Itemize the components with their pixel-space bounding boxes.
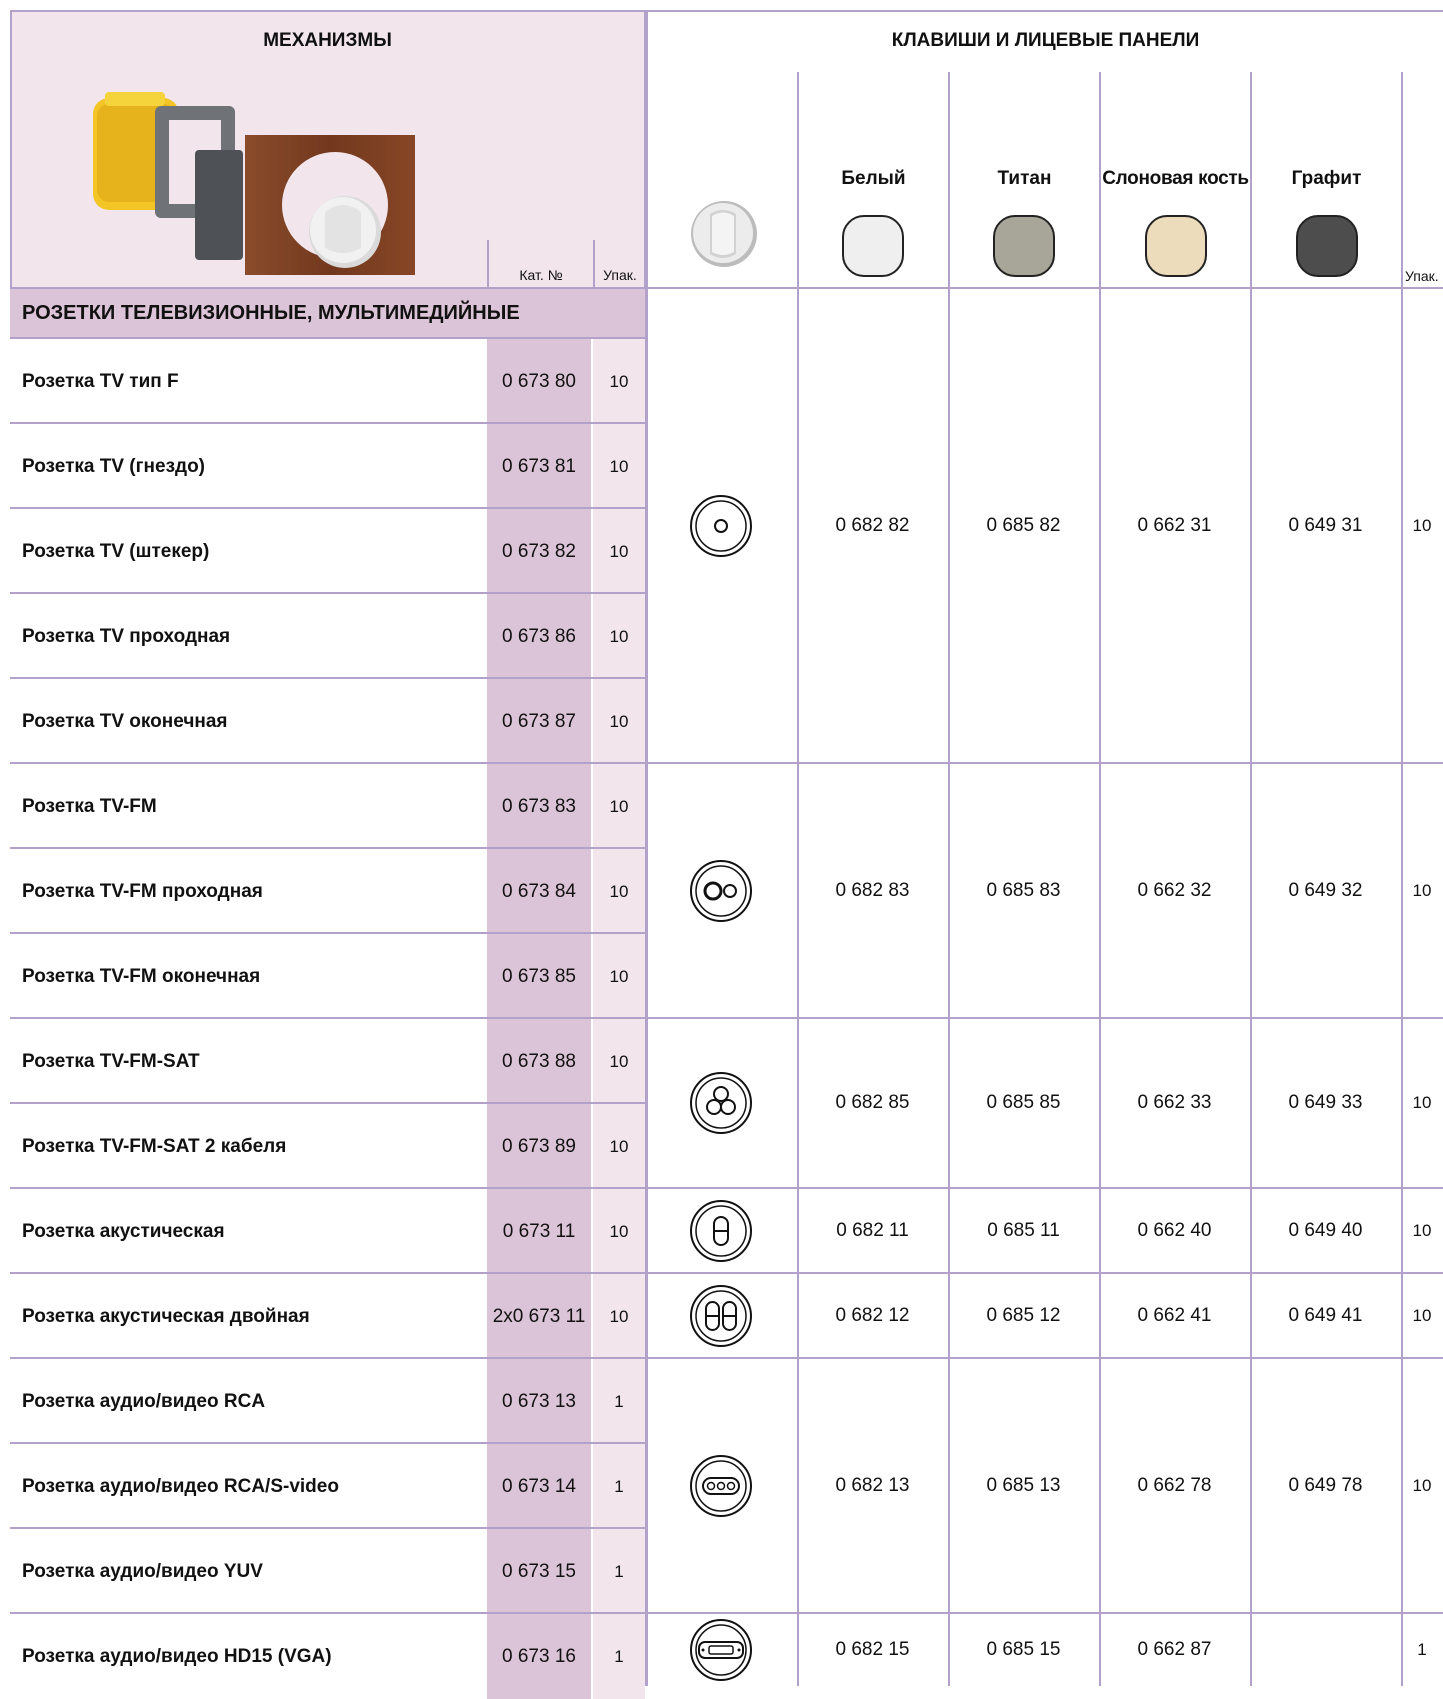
row-name: Розетка TV-FM-SAT 2 кабеля bbox=[10, 1104, 487, 1189]
table-row bbox=[10, 847, 645, 934]
panel-group bbox=[645, 1017, 1443, 1187]
table-row bbox=[10, 422, 645, 509]
tv-socket-icon bbox=[689, 494, 753, 558]
group-pack: 10 bbox=[1412, 515, 1432, 535]
row-pack: 10 bbox=[593, 934, 645, 1019]
table-row bbox=[10, 1187, 645, 1274]
group-icon-cell bbox=[645, 1019, 797, 1187]
row-cat: 0 673 82 bbox=[487, 509, 593, 594]
row-pack: 1 bbox=[593, 1614, 645, 1699]
panel-group bbox=[645, 1272, 1443, 1357]
row-cat: 0 673 81 bbox=[487, 424, 593, 509]
code-ivory: 0 662 33 bbox=[1137, 1092, 1212, 1113]
swatch-graphite bbox=[1296, 215, 1358, 277]
code-white: 0 682 12 bbox=[835, 1304, 910, 1326]
code-white: 0 682 85 bbox=[835, 1092, 910, 1113]
row-cat: 2x0 673 11 bbox=[487, 1274, 593, 1359]
row-pack: 10 bbox=[593, 424, 645, 509]
row-name: Розетка TV-FM-SAT bbox=[10, 1019, 487, 1104]
pack-header: Упак. bbox=[603, 267, 637, 283]
group-pack: 10 bbox=[1412, 1220, 1432, 1240]
body-vline-3 bbox=[1099, 287, 1101, 1686]
top-border bbox=[10, 10, 1443, 12]
row-name: Розетка TV (штекер) bbox=[10, 509, 487, 594]
group-icon-cell bbox=[645, 764, 797, 1017]
section-title-bar bbox=[10, 287, 645, 337]
row-pack: 1 bbox=[593, 1359, 645, 1444]
group-icon-cell bbox=[645, 1274, 797, 1357]
group-pack: 10 bbox=[1412, 1093, 1432, 1112]
row-name: Розетка TV-FM bbox=[10, 764, 487, 849]
row-name: Розетка аудио/видео YUV bbox=[10, 1529, 487, 1614]
table-row bbox=[10, 677, 645, 764]
table-row bbox=[10, 1272, 645, 1359]
double-speaker-socket-icon bbox=[689, 1284, 753, 1348]
swatch-ivory bbox=[1145, 215, 1207, 277]
group-icon-cell bbox=[645, 289, 797, 762]
row-pack: 10 bbox=[593, 1104, 645, 1189]
body-vline-2 bbox=[948, 287, 950, 1686]
body-vline-5 bbox=[1401, 287, 1403, 1686]
pack-right-header: Упак. bbox=[1405, 268, 1439, 284]
row-cat: 0 673 11 bbox=[487, 1189, 593, 1274]
table-row bbox=[10, 1527, 645, 1614]
code-white: 0 682 83 bbox=[835, 879, 910, 901]
table-row bbox=[10, 337, 645, 424]
tv-fm-sat-socket-icon bbox=[689, 1071, 753, 1135]
row-pack: 10 bbox=[593, 764, 645, 849]
row-cat: 0 673 85 bbox=[487, 934, 593, 1019]
code-white: 0 682 15 bbox=[835, 1639, 910, 1660]
row-pack: 1 bbox=[593, 1529, 645, 1614]
row-pack: 10 bbox=[593, 339, 645, 424]
code-titan: 0 685 15 bbox=[986, 1639, 1061, 1660]
group-icon-cell bbox=[645, 1189, 797, 1272]
row-pack: 10 bbox=[593, 679, 645, 764]
table-row bbox=[10, 1017, 645, 1104]
cat-header: Кат. № bbox=[519, 267, 563, 283]
group-pack: 1 bbox=[1417, 1640, 1427, 1659]
panel-group bbox=[645, 1187, 1443, 1272]
row-name: Розетка TV-FM оконечная bbox=[10, 934, 487, 1019]
group-pack: 10 bbox=[1412, 1305, 1432, 1325]
row-pack: 10 bbox=[593, 509, 645, 594]
row-name: Розетка аудио/видео RCA/S-video bbox=[10, 1444, 487, 1529]
row-name: Розетка TV проходная bbox=[10, 594, 487, 679]
group-icon-cell bbox=[645, 1614, 797, 1686]
row-cat: 0 673 80 bbox=[487, 339, 593, 424]
code-graphite: 0 649 40 bbox=[1288, 1219, 1363, 1241]
code-titan: 0 685 82 bbox=[986, 514, 1061, 536]
row-cat: 0 673 15 bbox=[487, 1529, 593, 1614]
row-pack: 10 bbox=[593, 849, 645, 934]
row-pack: 10 bbox=[593, 1189, 645, 1274]
group-pack: 10 bbox=[1412, 880, 1432, 900]
table-row bbox=[10, 932, 645, 1019]
row-name: Розетка аудио/видео HD15 (VGA) bbox=[10, 1614, 487, 1699]
table-row bbox=[10, 1102, 645, 1189]
row-cat: 0 673 16 bbox=[487, 1614, 593, 1699]
row-cat: 0 673 84 bbox=[487, 849, 593, 934]
code-graphite bbox=[1250, 1614, 1401, 1686]
row-name: Розетка TV (гнездо) bbox=[10, 424, 487, 509]
code-ivory: 0 662 41 bbox=[1137, 1304, 1212, 1326]
code-white: 0 682 11 bbox=[836, 1219, 909, 1241]
color-label-graphite: Графит bbox=[1291, 168, 1362, 189]
row-name: Розетка акустическая двойная bbox=[10, 1274, 487, 1359]
rca-socket-icon bbox=[689, 1454, 753, 1518]
mechanism-illustration bbox=[85, 80, 415, 275]
pack-header-cell bbox=[593, 240, 645, 287]
code-graphite: 0 649 31 bbox=[1288, 514, 1363, 536]
row-name: Розетка аудио/видео RCA bbox=[10, 1359, 487, 1444]
swatch-titan bbox=[993, 215, 1055, 277]
row-pack: 10 bbox=[593, 1019, 645, 1104]
group-icon-cell bbox=[645, 1359, 797, 1612]
speaker-socket-icon bbox=[689, 1199, 753, 1263]
body-vline-1 bbox=[797, 287, 799, 1686]
hdr-vline-5 bbox=[1401, 72, 1403, 287]
table-row bbox=[10, 507, 645, 594]
code-titan: 0 685 85 bbox=[986, 1092, 1061, 1113]
panel-group bbox=[645, 287, 1443, 762]
panels-title: КЛАВИШИ И ЛИЦЕВЫЕ ПАНЕЛИ bbox=[891, 30, 1200, 51]
code-white: 0 682 13 bbox=[835, 1474, 910, 1496]
code-ivory: 0 662 32 bbox=[1137, 879, 1212, 901]
row-name: Розетка TV оконечная bbox=[10, 679, 487, 764]
code-titan: 0 685 13 bbox=[986, 1474, 1061, 1496]
code-graphite: 0 649 41 bbox=[1288, 1304, 1363, 1326]
color-label-ivory: Слоновая кость bbox=[1102, 168, 1249, 189]
code-titan: 0 685 12 bbox=[986, 1304, 1061, 1326]
section-title: РОЗЕТКИ ТЕЛЕВИЗИОННЫЕ, МУЛЬТИМЕДИЙНЫЕ bbox=[22, 301, 520, 324]
table-row bbox=[10, 1357, 645, 1444]
rocker-icon bbox=[690, 198, 758, 270]
row-cat: 0 673 14 bbox=[487, 1444, 593, 1529]
row-name: Розетка TV тип F bbox=[10, 339, 487, 424]
group-pack: 10 bbox=[1412, 1475, 1432, 1495]
code-ivory: 0 662 87 bbox=[1137, 1639, 1212, 1660]
color-label-white: Белый bbox=[841, 168, 906, 189]
code-ivory: 0 662 78 bbox=[1137, 1474, 1212, 1496]
row-cat: 0 673 83 bbox=[487, 764, 593, 849]
code-graphite: 0 649 33 bbox=[1288, 1092, 1363, 1113]
row-cat: 0 673 13 bbox=[487, 1359, 593, 1444]
code-graphite: 0 649 78 bbox=[1288, 1474, 1363, 1496]
cat-header-cell bbox=[487, 240, 593, 287]
row-cat: 0 673 88 bbox=[487, 1019, 593, 1104]
code-ivory: 0 662 31 bbox=[1137, 514, 1212, 536]
row-name: Розетка акустическая bbox=[10, 1189, 487, 1274]
panel-group bbox=[645, 1357, 1443, 1612]
panel-group bbox=[645, 1612, 1443, 1686]
table-row bbox=[10, 592, 645, 679]
panel-group bbox=[645, 762, 1443, 1017]
row-cat: 0 673 86 bbox=[487, 594, 593, 679]
table-row bbox=[10, 762, 645, 849]
code-ivory: 0 662 40 bbox=[1137, 1219, 1212, 1241]
tv-fm-socket-icon bbox=[689, 859, 753, 923]
row-pack: 10 bbox=[593, 1274, 645, 1359]
code-white: 0 682 82 bbox=[835, 514, 910, 536]
code-titan: 0 685 83 bbox=[986, 879, 1061, 901]
vga-socket-icon bbox=[689, 1618, 753, 1682]
row-name: Розетка TV-FM проходная bbox=[10, 849, 487, 934]
swatch-white bbox=[842, 215, 904, 277]
body-vline-4 bbox=[1250, 287, 1252, 1686]
mechanisms-title: МЕХАНИЗМЫ bbox=[263, 30, 392, 51]
row-cat: 0 673 89 bbox=[487, 1104, 593, 1189]
code-titan: 0 685 11 bbox=[987, 1219, 1060, 1241]
color-label-titan: Титан bbox=[997, 168, 1052, 189]
table-row bbox=[10, 1442, 645, 1529]
row-pack: 10 bbox=[593, 594, 645, 679]
row-pack: 1 bbox=[593, 1444, 645, 1529]
code-graphite: 0 649 32 bbox=[1288, 879, 1363, 901]
row-cat: 0 673 87 bbox=[487, 679, 593, 764]
